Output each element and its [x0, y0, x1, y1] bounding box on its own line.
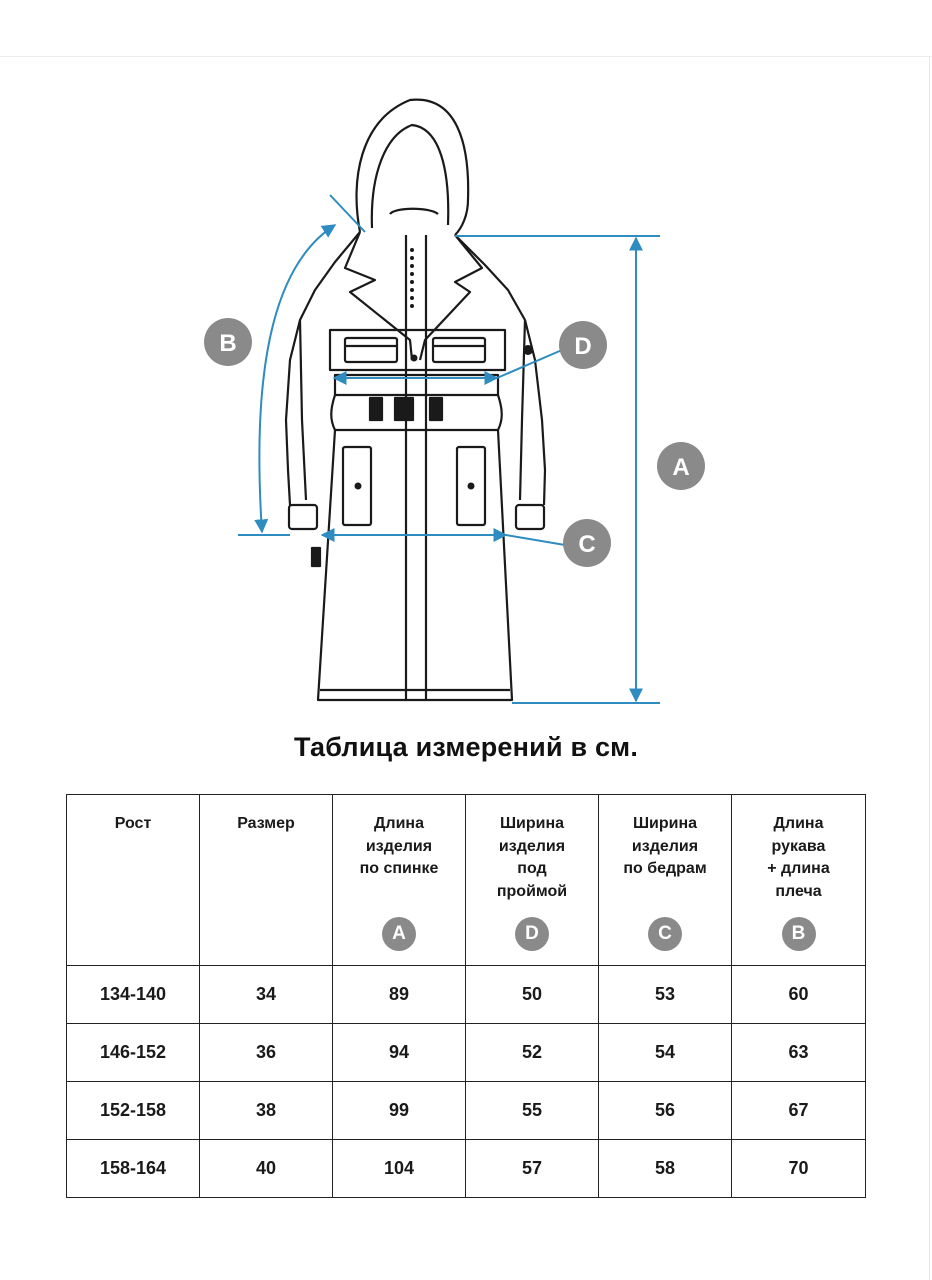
cell-hip-width: 58 [599, 1140, 732, 1198]
cell-sleeve-length: 63 [732, 1024, 866, 1082]
cell-sleeve-length: 60 [732, 966, 866, 1024]
badge-a [657, 442, 705, 490]
cell-height: 158-164 [67, 1140, 200, 1198]
header-height: Рост [67, 795, 200, 966]
cell-hip-width: 56 [599, 1082, 732, 1140]
badge-d [559, 321, 607, 369]
header-sleeve-length: Длина рукава + длина плеча B [732, 795, 866, 966]
cell-back-length: 99 [333, 1082, 466, 1140]
table-row [67, 966, 866, 1024]
zipper-teeth [355, 248, 534, 490]
cell-size: 34 [200, 966, 333, 1024]
svg-text:B: B [219, 330, 237, 357]
badge-b [204, 318, 252, 366]
cell-sleeve-length: 70 [732, 1140, 866, 1198]
cell-height: 152-158 [67, 1082, 200, 1140]
cell-armpit-width: 57 [466, 1140, 599, 1198]
top-bar [0, 0, 932, 57]
cell-hip-width: 53 [599, 966, 732, 1024]
badge-c [563, 519, 611, 567]
svg-text:C: C [578, 531, 596, 558]
badge-c-small: C [648, 917, 682, 951]
badge-a-small: A [382, 917, 416, 951]
table-row [67, 1024, 866, 1082]
header-size: Размер [200, 795, 333, 966]
cell-armpit-width: 50 [466, 966, 599, 1024]
measure-lines [238, 195, 660, 703]
header-hip-width: Ширина изделия по бедрам C [599, 795, 732, 966]
garment-diagram [0, 57, 932, 727]
cell-height: 134-140 [67, 966, 200, 1024]
page-title: Таблица измерений в см. [293, 732, 639, 762]
table-row [67, 1140, 866, 1198]
coat-outline [286, 100, 545, 700]
size-table [66, 794, 866, 1198]
cell-armpit-width: 52 [466, 1024, 599, 1082]
cell-size: 38 [200, 1082, 333, 1140]
cell-size: 40 [200, 1140, 333, 1198]
cell-back-length: 94 [333, 1024, 466, 1082]
cell-sleeve-length: 67 [732, 1082, 866, 1140]
badge-b-small: B [782, 917, 816, 951]
cell-hip-width: 54 [599, 1024, 732, 1082]
svg-text:D: D [574, 333, 592, 360]
cell-armpit-width: 55 [466, 1082, 599, 1140]
table-header-row [67, 795, 866, 966]
cell-back-length: 89 [333, 966, 466, 1024]
cell-height: 146-152 [67, 1024, 200, 1082]
cell-back-length: 104 [333, 1140, 466, 1198]
header-armpit-width: Ширина изделия под проймой D [466, 795, 599, 966]
badge-d-small: D [515, 917, 549, 951]
cell-size: 36 [200, 1024, 333, 1082]
svg-text:A: A [672, 454, 690, 481]
header-back-length: Длина изделия по спинке A [333, 795, 466, 966]
table-row [67, 1082, 866, 1140]
